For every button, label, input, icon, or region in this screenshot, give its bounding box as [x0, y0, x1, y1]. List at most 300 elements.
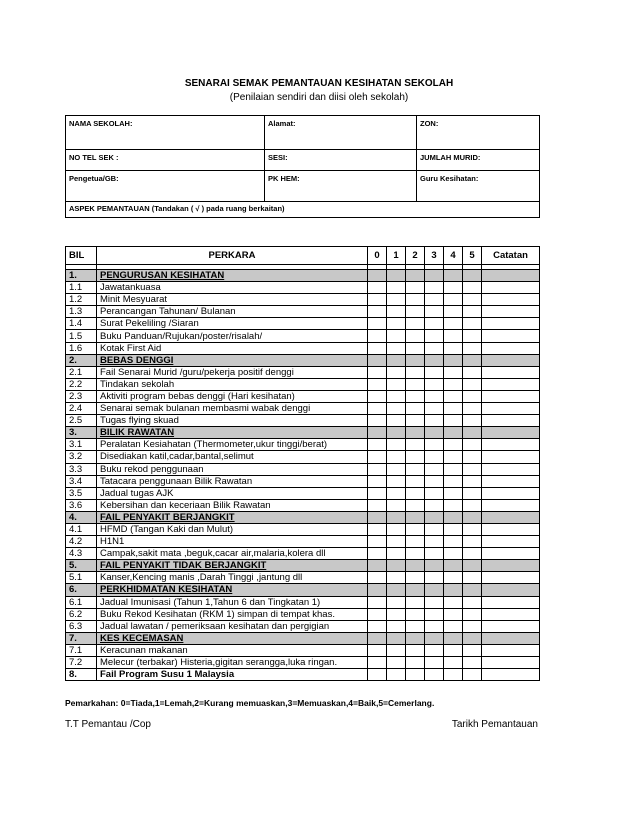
- row-perkara: Surat Pekeliling /Siaran: [97, 318, 368, 330]
- score-cell-1[interactable]: [387, 548, 406, 560]
- row-perkara: Aktiviti program bebas denggi (Hari kesihatan): [97, 390, 368, 402]
- score-cell-3[interactable]: [425, 511, 444, 523]
- score-cell-3[interactable]: [425, 451, 444, 463]
- table-row: [66, 318, 540, 330]
- score-cell-4[interactable]: [444, 536, 463, 548]
- score-cell-1[interactable]: [387, 487, 406, 499]
- catatan-cell[interactable]: [482, 378, 540, 390]
- score-cell-2[interactable]: [406, 451, 425, 463]
- score-cell-5[interactable]: [463, 499, 482, 511]
- score-cell-2[interactable]: [406, 354, 425, 366]
- score-cell-2[interactable]: [406, 318, 425, 330]
- row-bil: 3.6: [66, 499, 97, 511]
- table-row: [66, 378, 540, 390]
- row-bil: 1.5: [66, 330, 97, 342]
- catatan-cell[interactable]: [482, 669, 540, 681]
- score-cell-1[interactable]: [387, 463, 406, 475]
- score-cell-4[interactable]: [444, 390, 463, 402]
- score-cell-2[interactable]: [406, 657, 425, 669]
- row-bil: 2.5: [66, 415, 97, 427]
- score-cell-5[interactable]: [463, 403, 482, 415]
- score-cell-1[interactable]: [387, 427, 406, 439]
- score-cell-2[interactable]: [406, 390, 425, 402]
- table-row: [66, 463, 540, 475]
- score-cell-2[interactable]: [406, 366, 425, 378]
- score-cell-3[interactable]: [425, 620, 444, 632]
- row-bil: 6.1: [66, 596, 97, 608]
- score-cell-4[interactable]: [444, 427, 463, 439]
- score-cell-4[interactable]: [444, 403, 463, 415]
- score-cell-0[interactable]: [368, 536, 387, 548]
- header-catatan: Catatan: [482, 247, 540, 265]
- row-bil: 2.3: [66, 390, 97, 402]
- score-cell-4[interactable]: [444, 451, 463, 463]
- score-cell-5[interactable]: [463, 270, 482, 282]
- score-cell-5[interactable]: [463, 657, 482, 669]
- score-cell-3[interactable]: [425, 378, 444, 390]
- score-cell-0[interactable]: [368, 644, 387, 656]
- score-cell-3[interactable]: [425, 669, 444, 681]
- score-cell-4[interactable]: [444, 342, 463, 354]
- score-cell-3[interactable]: [425, 608, 444, 620]
- score-cell-1[interactable]: [387, 330, 406, 342]
- row-perkara: Jawatankuasa: [97, 282, 368, 294]
- catatan-cell[interactable]: [482, 282, 540, 294]
- score-cell-3[interactable]: [425, 499, 444, 511]
- row-bil: 1.2: [66, 294, 97, 306]
- score-cell-2[interactable]: [406, 499, 425, 511]
- catatan-cell[interactable]: [482, 330, 540, 342]
- score-cell-1[interactable]: [387, 657, 406, 669]
- score-cell-1[interactable]: [387, 451, 406, 463]
- score-cell-4[interactable]: [444, 499, 463, 511]
- score-cell-3[interactable]: [425, 463, 444, 475]
- catatan-cell[interactable]: [482, 523, 540, 535]
- score-cell-5[interactable]: [463, 306, 482, 318]
- score-cell-3[interactable]: [425, 644, 444, 656]
- score-cell-3[interactable]: [425, 572, 444, 584]
- row-perkara: Minit Mesyuarat: [97, 294, 368, 306]
- score-cell-4[interactable]: [444, 523, 463, 535]
- score-cell-1[interactable]: [387, 415, 406, 427]
- score-cell-5[interactable]: [463, 463, 482, 475]
- score-cell-3[interactable]: [425, 487, 444, 499]
- jumlah-murid-field[interactable]: JUMLAH MURID:: [417, 150, 540, 171]
- score-cell-0[interactable]: [368, 560, 387, 572]
- score-cell-5[interactable]: [463, 330, 482, 342]
- score-cell-5[interactable]: [463, 282, 482, 294]
- score-cell-0[interactable]: [368, 499, 387, 511]
- school-info-table: [65, 115, 540, 218]
- score-cell-4[interactable]: [444, 620, 463, 632]
- score-cell-4[interactable]: [444, 475, 463, 487]
- score-cell-3[interactable]: [425, 390, 444, 402]
- score-cell-1[interactable]: [387, 475, 406, 487]
- score-cell-4[interactable]: [444, 354, 463, 366]
- score-cell-2[interactable]: [406, 378, 425, 390]
- score-cell-0[interactable]: [368, 572, 387, 584]
- score-cell-1[interactable]: [387, 644, 406, 656]
- score-cell-3[interactable]: [425, 596, 444, 608]
- score-cell-0[interactable]: [368, 403, 387, 415]
- score-cell-4[interactable]: [444, 560, 463, 572]
- score-cell-4[interactable]: [444, 657, 463, 669]
- catatan-cell[interactable]: [482, 487, 540, 499]
- catatan-cell[interactable]: [482, 270, 540, 282]
- score-cell-4[interactable]: [444, 596, 463, 608]
- score-cell-2[interactable]: [406, 342, 425, 354]
- score-cell-3[interactable]: [425, 560, 444, 572]
- header-score-4: 4: [444, 247, 463, 265]
- row-perkara: Tindakan sekolah: [97, 378, 368, 390]
- score-cell-0[interactable]: [368, 632, 387, 644]
- score-cell-3[interactable]: [425, 330, 444, 342]
- score-cell-0[interactable]: [368, 451, 387, 463]
- score-cell-3[interactable]: [425, 270, 444, 282]
- score-cell-4[interactable]: [444, 572, 463, 584]
- catatan-cell[interactable]: [482, 306, 540, 318]
- score-cell-4[interactable]: [444, 511, 463, 523]
- table-row: [66, 644, 540, 656]
- catatan-cell[interactable]: [482, 632, 540, 644]
- score-cell-0[interactable]: [368, 523, 387, 535]
- catatan-cell[interactable]: [482, 584, 540, 596]
- score-cell-3[interactable]: [425, 536, 444, 548]
- score-cell-4[interactable]: [444, 415, 463, 427]
- score-cell-2[interactable]: [406, 560, 425, 572]
- score-cell-5[interactable]: [463, 318, 482, 330]
- row-perkara: Buku rekod penggunaan: [97, 463, 368, 475]
- guru-kesihatan-field[interactable]: Guru Kesihatan:: [417, 171, 540, 202]
- score-cell-5[interactable]: [463, 644, 482, 656]
- row-bil: 1.: [66, 270, 97, 282]
- score-cell-4[interactable]: [444, 584, 463, 596]
- score-cell-4[interactable]: [444, 330, 463, 342]
- score-cell-4[interactable]: [444, 463, 463, 475]
- section-row: [66, 427, 540, 439]
- score-cell-1[interactable]: [387, 282, 406, 294]
- score-cell-4[interactable]: [444, 548, 463, 560]
- catatan-cell[interactable]: [482, 511, 540, 523]
- score-cell-0[interactable]: [368, 439, 387, 451]
- score-cell-0[interactable]: [368, 596, 387, 608]
- score-cell-2[interactable]: [406, 644, 425, 656]
- score-cell-1[interactable]: [387, 366, 406, 378]
- score-cell-0[interactable]: [368, 511, 387, 523]
- table-row: [66, 439, 540, 451]
- score-cell-4[interactable]: [444, 608, 463, 620]
- section-row: [66, 354, 540, 366]
- table-row: [66, 487, 540, 499]
- score-cell-1[interactable]: [387, 560, 406, 572]
- score-cell-1[interactable]: [387, 499, 406, 511]
- table-row: [66, 415, 540, 427]
- score-cell-4[interactable]: [444, 669, 463, 681]
- score-cell-1[interactable]: [387, 584, 406, 596]
- score-cell-3[interactable]: [425, 415, 444, 427]
- catatan-cell[interactable]: [482, 499, 540, 511]
- score-cell-2[interactable]: [406, 596, 425, 608]
- score-cell-2[interactable]: [406, 415, 425, 427]
- score-cell-3[interactable]: [425, 427, 444, 439]
- signature-label: T.T Pemantau /Cop: [65, 719, 151, 730]
- score-cell-4[interactable]: [444, 270, 463, 282]
- score-cell-1[interactable]: [387, 523, 406, 535]
- row-bil: 1.4: [66, 318, 97, 330]
- score-cell-4[interactable]: [444, 439, 463, 451]
- score-cell-5[interactable]: [463, 572, 482, 584]
- score-cell-1[interactable]: [387, 403, 406, 415]
- score-cell-3[interactable]: [425, 439, 444, 451]
- score-cell-2[interactable]: [406, 632, 425, 644]
- score-cell-5[interactable]: [463, 390, 482, 402]
- score-cell-5[interactable]: [463, 354, 482, 366]
- score-cell-2[interactable]: [406, 294, 425, 306]
- row-perkara: Tugas flying skuad: [97, 415, 368, 427]
- score-cell-0[interactable]: [368, 463, 387, 475]
- score-cell-1[interactable]: [387, 669, 406, 681]
- score-cell-2[interactable]: [406, 475, 425, 487]
- score-cell-2[interactable]: [406, 620, 425, 632]
- row-perkara: Keracunan makanan: [97, 644, 368, 656]
- score-cell-1[interactable]: [387, 306, 406, 318]
- score-cell-1[interactable]: [387, 342, 406, 354]
- score-cell-1[interactable]: [387, 294, 406, 306]
- table-row: [66, 390, 540, 402]
- score-cell-3[interactable]: [425, 475, 444, 487]
- score-cell-4[interactable]: [444, 306, 463, 318]
- score-cell-1[interactable]: [387, 439, 406, 451]
- row-bil: 1.3: [66, 306, 97, 318]
- score-cell-5[interactable]: [463, 378, 482, 390]
- aspek-pemantauan-label: ASPEK PEMANTAUAN (Tandakan ( √ ) pada ruang berkaitan): [66, 202, 540, 218]
- score-cell-5[interactable]: [463, 439, 482, 451]
- row-perkara: Kebersihan dan keceriaan Bilik Rawatan: [97, 499, 368, 511]
- score-cell-5[interactable]: [463, 342, 482, 354]
- score-cell-0[interactable]: [368, 415, 387, 427]
- score-cell-5[interactable]: [463, 475, 482, 487]
- catatan-cell[interactable]: [482, 620, 540, 632]
- catatan-cell[interactable]: [482, 572, 540, 584]
- score-cell-4[interactable]: [444, 366, 463, 378]
- score-cell-5[interactable]: [463, 523, 482, 535]
- score-cell-0[interactable]: [368, 390, 387, 402]
- score-cell-2[interactable]: [406, 536, 425, 548]
- score-cell-2[interactable]: [406, 523, 425, 535]
- catatan-cell[interactable]: [482, 560, 540, 572]
- score-cell-0[interactable]: [368, 427, 387, 439]
- row-bil: 5.1: [66, 572, 97, 584]
- catatan-cell[interactable]: [482, 657, 540, 669]
- score-cell-3[interactable]: [425, 306, 444, 318]
- score-cell-1[interactable]: [387, 536, 406, 548]
- table-row: [66, 669, 540, 681]
- score-cell-2[interactable]: [406, 270, 425, 282]
- row-perkara: Tatacara penggunaan Bilik Rawatan: [97, 475, 368, 487]
- score-cell-1[interactable]: [387, 608, 406, 620]
- row-bil: 4.2: [66, 536, 97, 548]
- table-row: [66, 536, 540, 548]
- score-cell-2[interactable]: [406, 439, 425, 451]
- table-row: [66, 548, 540, 560]
- score-cell-5[interactable]: [463, 669, 482, 681]
- score-cell-4[interactable]: [444, 632, 463, 644]
- score-cell-0[interactable]: [368, 282, 387, 294]
- row-bil: 1.1: [66, 282, 97, 294]
- catatan-cell[interactable]: [482, 366, 540, 378]
- score-cell-4[interactable]: [444, 282, 463, 294]
- score-cell-3[interactable]: [425, 318, 444, 330]
- score-cell-5[interactable]: [463, 620, 482, 632]
- catatan-cell[interactable]: [482, 439, 540, 451]
- score-cell-2[interactable]: [406, 403, 425, 415]
- score-cell-1[interactable]: [387, 596, 406, 608]
- row-perkara: Disediakan katil,cadar,bantal,selimut: [97, 451, 368, 463]
- score-cell-3[interactable]: [425, 632, 444, 644]
- score-cell-4[interactable]: [444, 378, 463, 390]
- score-cell-5[interactable]: [463, 366, 482, 378]
- score-cell-1[interactable]: [387, 511, 406, 523]
- score-cell-0[interactable]: [368, 669, 387, 681]
- score-cell-2[interactable]: [406, 548, 425, 560]
- catatan-cell[interactable]: [482, 536, 540, 548]
- score-cell-3[interactable]: [425, 584, 444, 596]
- score-cell-2[interactable]: [406, 427, 425, 439]
- catatan-cell[interactable]: [482, 644, 540, 656]
- catatan-cell[interactable]: [482, 427, 540, 439]
- score-cell-0[interactable]: [368, 657, 387, 669]
- row-bil: 3.3: [66, 463, 97, 475]
- score-cell-0[interactable]: [368, 584, 387, 596]
- score-cell-2[interactable]: [406, 572, 425, 584]
- score-cell-4[interactable]: [444, 644, 463, 656]
- score-cell-0[interactable]: [368, 608, 387, 620]
- score-cell-5[interactable]: [463, 427, 482, 439]
- score-cell-4[interactable]: [444, 318, 463, 330]
- score-cell-4[interactable]: [444, 294, 463, 306]
- score-cell-2[interactable]: [406, 282, 425, 294]
- score-cell-0[interactable]: [368, 548, 387, 560]
- score-cell-1[interactable]: [387, 354, 406, 366]
- row-bil: 5.: [66, 560, 97, 572]
- score-cell-5[interactable]: [463, 511, 482, 523]
- catatan-cell[interactable]: [482, 354, 540, 366]
- score-cell-2[interactable]: [406, 608, 425, 620]
- score-cell-5[interactable]: [463, 415, 482, 427]
- score-cell-5[interactable]: [463, 632, 482, 644]
- score-cell-2[interactable]: [406, 669, 425, 681]
- score-cell-3[interactable]: [425, 523, 444, 535]
- row-bil: 2.4: [66, 403, 97, 415]
- no-tel-field[interactable]: NO TEL SEK :: [66, 150, 265, 171]
- score-cell-0[interactable]: [368, 294, 387, 306]
- score-cell-3[interactable]: [425, 548, 444, 560]
- score-cell-5[interactable]: [463, 294, 482, 306]
- score-cell-3[interactable]: [425, 282, 444, 294]
- score-cell-0[interactable]: [368, 318, 387, 330]
- row-perkara: Jadual Imunisasi (Tahun 1,Tahun 6 dan Tingkatan 1): [97, 596, 368, 608]
- score-cell-5[interactable]: [463, 584, 482, 596]
- catatan-cell[interactable]: [482, 318, 540, 330]
- date-label: Tarikh Pemantauan: [451, 719, 538, 730]
- score-cell-5[interactable]: [463, 451, 482, 463]
- score-cell-1[interactable]: [387, 620, 406, 632]
- score-cell-2[interactable]: [406, 463, 425, 475]
- score-cell-3[interactable]: [425, 657, 444, 669]
- catatan-cell[interactable]: [482, 475, 540, 487]
- score-cell-2[interactable]: [406, 330, 425, 342]
- score-cell-0[interactable]: [368, 378, 387, 390]
- score-cell-0[interactable]: [368, 306, 387, 318]
- score-cell-2[interactable]: [406, 306, 425, 318]
- score-cell-3[interactable]: [425, 354, 444, 366]
- catatan-cell[interactable]: [482, 415, 540, 427]
- catatan-cell[interactable]: [482, 294, 540, 306]
- zon-field[interactable]: ZON:: [417, 116, 540, 150]
- score-cell-0[interactable]: [368, 620, 387, 632]
- score-cell-5[interactable]: [463, 596, 482, 608]
- catatan-cell[interactable]: [482, 608, 540, 620]
- score-cell-0[interactable]: [368, 475, 387, 487]
- score-cell-1[interactable]: [387, 390, 406, 402]
- row-perkara: Senarai semak bulanan membasmi wabak denggi: [97, 403, 368, 415]
- score-cell-1[interactable]: [387, 270, 406, 282]
- nama-sekolah-field[interactable]: NAMA SEKOLAH:: [66, 116, 265, 150]
- header-score-5: 5: [463, 247, 482, 265]
- alamat-field[interactable]: Alamat:: [265, 116, 417, 150]
- score-cell-1[interactable]: [387, 572, 406, 584]
- score-cell-4[interactable]: [444, 487, 463, 499]
- pk-hem-field[interactable]: PK HEM:: [265, 171, 417, 202]
- score-cell-5[interactable]: [463, 548, 482, 560]
- score-cell-1[interactable]: [387, 378, 406, 390]
- score-cell-0[interactable]: [368, 330, 387, 342]
- score-cell-2[interactable]: [406, 511, 425, 523]
- row-bil: 6.3: [66, 620, 97, 632]
- score-cell-5[interactable]: [463, 487, 482, 499]
- catatan-cell[interactable]: [482, 463, 540, 475]
- section-row: [66, 270, 540, 282]
- score-cell-0[interactable]: [368, 342, 387, 354]
- pengetua-field[interactable]: Pengetua/GB:: [66, 171, 265, 202]
- score-cell-3[interactable]: [425, 403, 444, 415]
- score-cell-3[interactable]: [425, 294, 444, 306]
- catatan-cell[interactable]: [482, 342, 540, 354]
- score-cell-5[interactable]: [463, 560, 482, 572]
- score-cell-2[interactable]: [406, 487, 425, 499]
- score-cell-3[interactable]: [425, 366, 444, 378]
- table-row: [66, 330, 540, 342]
- score-cell-0[interactable]: [368, 366, 387, 378]
- catatan-cell[interactable]: [482, 596, 540, 608]
- score-cell-5[interactable]: [463, 536, 482, 548]
- catatan-cell[interactable]: [482, 403, 540, 415]
- score-cell-1[interactable]: [387, 632, 406, 644]
- catatan-cell[interactable]: [482, 548, 540, 560]
- score-cell-0[interactable]: [368, 354, 387, 366]
- score-cell-0[interactable]: [368, 487, 387, 499]
- score-cell-0[interactable]: [368, 270, 387, 282]
- catatan-cell[interactable]: [482, 451, 540, 463]
- score-cell-2[interactable]: [406, 584, 425, 596]
- sesi-field[interactable]: SESI:: [265, 150, 417, 171]
- section-row: [66, 560, 540, 572]
- score-cell-1[interactable]: [387, 318, 406, 330]
- row-perkara: PERKHIDMATAN KESIHATAN: [97, 584, 368, 596]
- catatan-cell[interactable]: [482, 390, 540, 402]
- score-cell-5[interactable]: [463, 608, 482, 620]
- score-cell-3[interactable]: [425, 342, 444, 354]
